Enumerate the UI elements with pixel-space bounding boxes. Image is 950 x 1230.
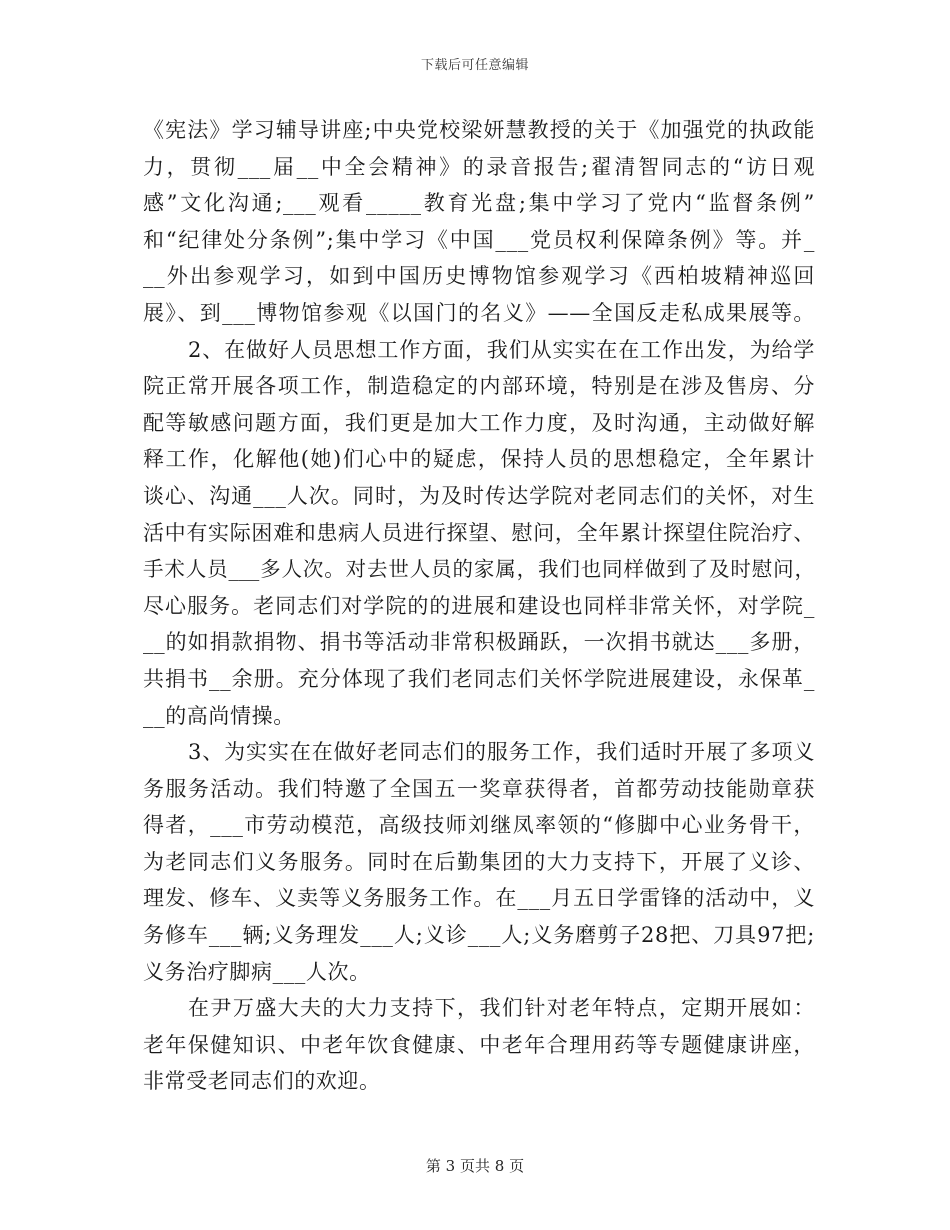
page-number-footer: 第 3 页共 8 页 <box>425 1157 525 1175</box>
page-header: 下载后可任意编辑 <box>420 58 529 73</box>
text-line: 理发、修车、义卖等义务服务工作。在___月五日学雷锋的活动中，义 <box>143 886 815 911</box>
text-line: __的高尚情操。 <box>143 703 295 728</box>
text-line: 手术人员___多人次。对去世人员的家属，我们也同样做到了及时慰问， <box>143 557 815 582</box>
text-line: 老年保健知识、中老年饮食健康、中老年合理用药等专题健康讲座， <box>143 1032 815 1057</box>
text-line: 在尹万盛大夫的大力支持下，我们针对老年特点，定期开展如： <box>188 996 815 1021</box>
text-line: 配等敏感问题方面，我们更是加大工作力度，及时沟通，主动做好解 <box>143 410 815 435</box>
text-line: 展》、到___博物馆参观《以国门的名义》——全国反走私成果展等。 <box>143 300 815 325</box>
document-body <box>143 112 815 1100</box>
text-line: 3、为实实在在做好老同志们的服务工作，我们适时开展了多项义 <box>188 740 815 765</box>
text-line: 院正常开展各项工作，制造稳定的内部环境，特别是在涉及售房、分 <box>143 374 815 399</box>
text-line: 务服务活动。我们特邀了全国五一奖章获得者，首都劳动技能勋章获 <box>143 776 815 801</box>
text-line: 得者，___市劳动模范，高级技师刘继凤率领的“修脚中心业务骨干， <box>143 813 815 838</box>
text-line: 力，贯彻___届__中全会精神》的录音报告;翟清智同志的“访日观 <box>143 154 815 179</box>
text-line: 释工作，化解他(她)们心中的疑虑，保持人员的思想稳定，全年累计 <box>143 447 815 472</box>
text-line: 活中有实际困难和患病人员进行探望、慰问，全年累计探望住院治疗、 <box>143 520 815 545</box>
text-line: 2、在做好人员思想工作方面，我们从实实在在工作出发，为给学 <box>188 337 815 362</box>
text-line: 《宪法》学习辅导讲座;中央党校梁妍慧教授的关于《加强党的执政能 <box>143 118 815 142</box>
text-line: 谈心、沟通___人次。同时，为及时传达学院对老同志们的关怀，对生 <box>143 483 815 508</box>
text-line: 和“纪律处分条例”;集中学习《中国___党员权利保障条例》等。并_ <box>143 227 815 252</box>
text-line: 共捐书__余册。充分体现了我们老同志们关怀学院进展建设，永保革_ <box>143 666 815 691</box>
text-line: 感”文化沟通;___观看_____教育光盘;集中学习了党内“监督条例” <box>143 191 815 216</box>
text-line: 为老同志们义务服务。同时在后勤集团的大力支持下，开展了义诊、 <box>143 849 815 874</box>
text-line: __的如捐款捐物、捐书等活动非常积极踊跃，一次捐书就达___多册， <box>143 630 815 655</box>
text-line: 务修车___辆;义务理发___人;义诊___人;义务磨剪子28把、刀具97把; <box>143 923 815 948</box>
text-line: 非常受老同志们的欢迎。 <box>143 1069 381 1094</box>
text-line: 义务治疗脚病___人次。 <box>143 959 371 984</box>
text-line: __外出参观学习，如到中国历史博物馆参观学习《西柏坡精神巡回 <box>143 264 815 289</box>
text-line: 尽心服务。老同志们对学院的的进展和建设也同样非常关怀，对学院_ <box>143 593 815 618</box>
